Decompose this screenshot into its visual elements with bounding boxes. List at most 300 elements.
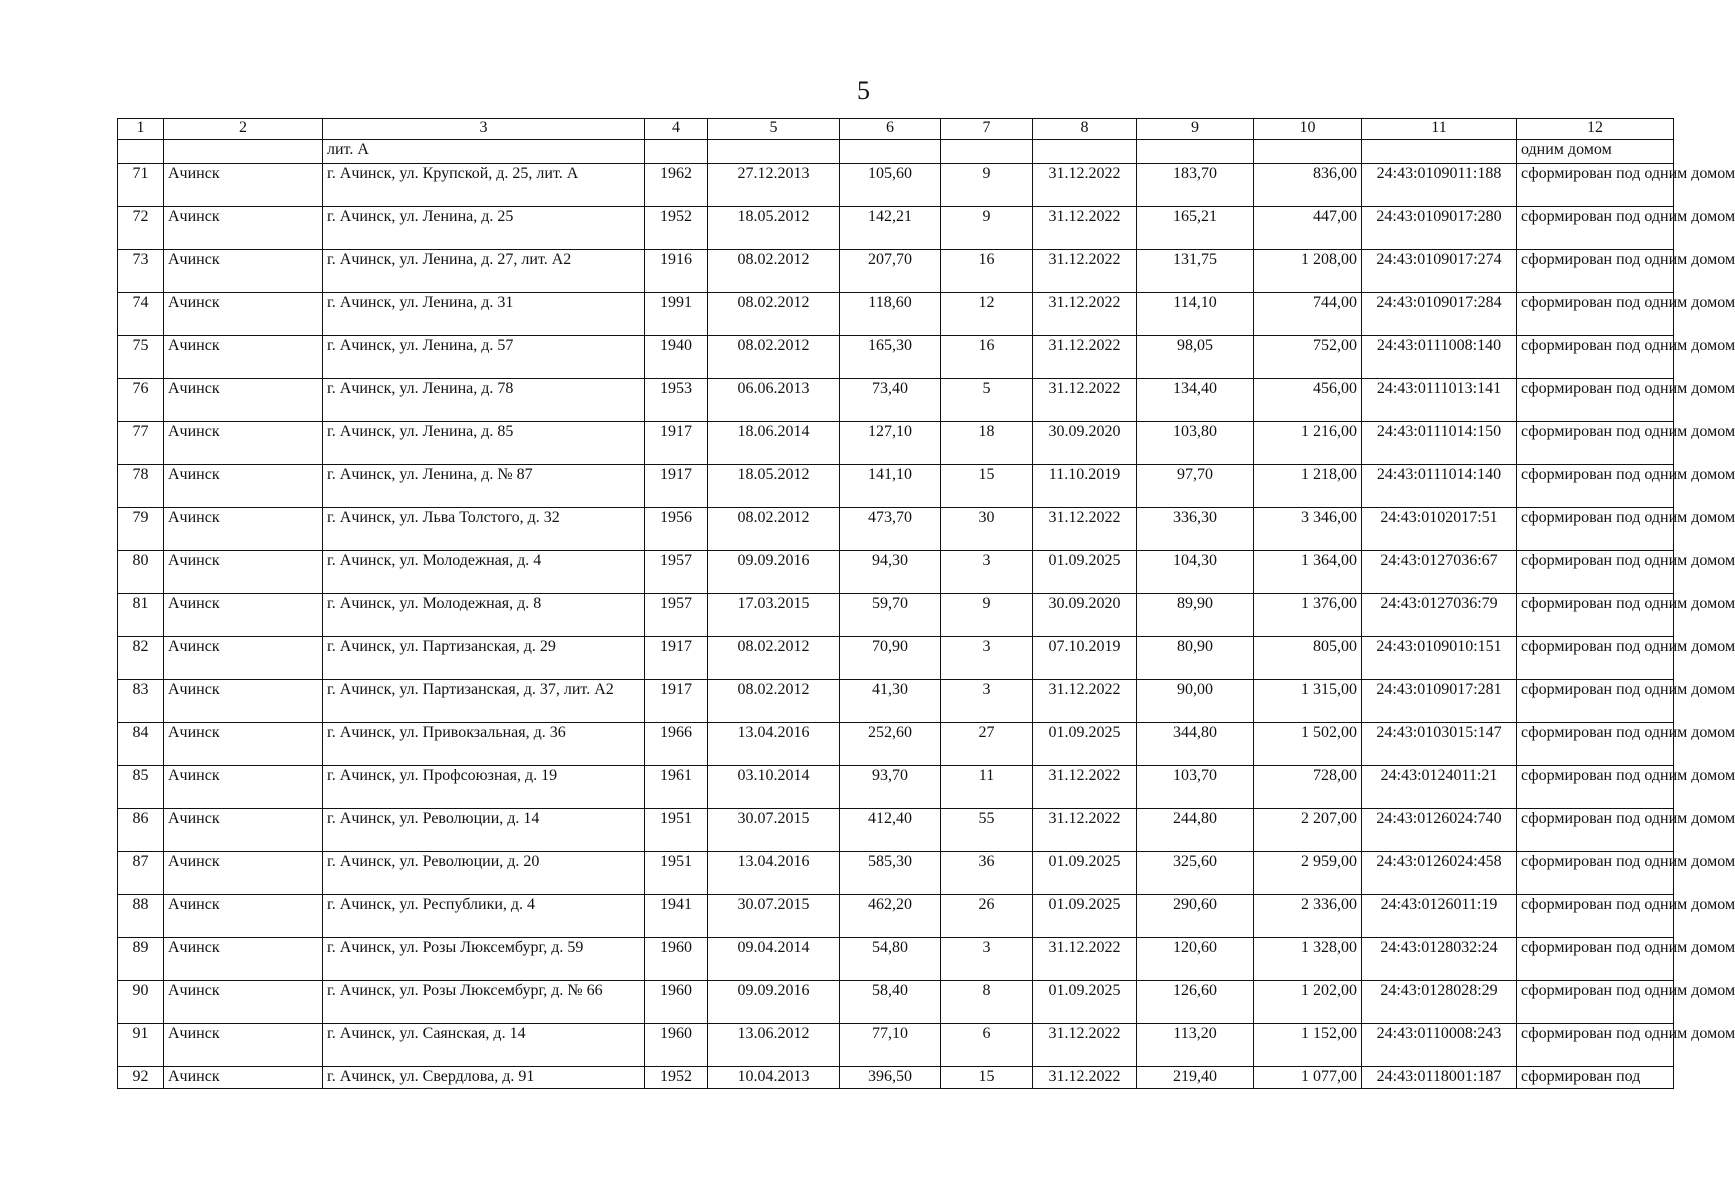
land-area-cell: 1 376,00	[1254, 594, 1362, 637]
table-body	[118, 119, 1735, 1089]
row-number-cell: 84	[118, 723, 164, 766]
land-area-cell: 1 502,00	[1254, 723, 1362, 766]
status-cell: сформирован под одним домом	[1517, 336, 1674, 379]
area-cell: 73,40	[840, 379, 941, 422]
city-cell: Ачинск	[164, 723, 323, 766]
status-cell: сформирован под одним домом	[1517, 1024, 1674, 1067]
cadastral-number-cell: 24:43:0109017:281	[1362, 680, 1517, 723]
year-built-cell: 1960	[645, 981, 708, 1024]
cadastral-number-cell: 24:43:0127036:67	[1362, 551, 1517, 594]
living-area-cell: 103,70	[1137, 766, 1254, 809]
resettlement-date-cell: 31.12.2022	[1033, 680, 1137, 723]
residents-cell: 11	[941, 766, 1033, 809]
address-cell: г. Ачинск, ул. Республики, д. 4	[323, 895, 645, 938]
row-number-cell: 76	[118, 379, 164, 422]
recognition-date-cell: 30.07.2015	[708, 895, 840, 938]
address-cell: г. Ачинск, ул. Профсоюзная, д. 19	[323, 766, 645, 809]
residents-cell: 18	[941, 422, 1033, 465]
residents-cell: 3	[941, 637, 1033, 680]
living-area-cell: 134,40	[1137, 379, 1254, 422]
area-cell: 165,30	[840, 336, 941, 379]
address-cell: г. Ачинск, ул. Ленина, д. 85	[323, 422, 645, 465]
residents-cell: 6	[941, 1024, 1033, 1067]
address-cell: г. Ачинск, ул. Партизанская, д. 37, лит. А2	[323, 680, 645, 723]
resettlement-date-cell: 30.09.2020	[1033, 422, 1137, 465]
row-number-cell: 79	[118, 508, 164, 551]
land-area-cell: 1 218,00	[1254, 465, 1362, 508]
year-built-cell: 1951	[645, 809, 708, 852]
table-row	[118, 250, 1674, 293]
city-cell: Ачинск	[164, 852, 323, 895]
cadastral-number-cell: 24:43:0126024:458	[1362, 852, 1517, 895]
empty-cell	[1254, 140, 1362, 164]
living-area-cell: 290,60	[1137, 895, 1254, 938]
year-built-cell: 1952	[645, 207, 708, 250]
table-row	[118, 1024, 1674, 1067]
resettlement-date-cell: 31.12.2022	[1033, 207, 1137, 250]
year-built-cell: 1941	[645, 895, 708, 938]
status-cell: сформирован под одним домом	[1517, 766, 1674, 809]
table-row	[118, 465, 1674, 508]
city-cell: Ачинск	[164, 379, 323, 422]
status-cell: сформирован под одним домом	[1517, 293, 1674, 336]
cadastral-number-cell: 24:43:0103015:147	[1362, 723, 1517, 766]
year-built-cell: 1966	[645, 723, 708, 766]
status-cell: сформирован под одним домом	[1517, 207, 1674, 250]
resettlement-date-cell: 31.12.2022	[1033, 164, 1137, 207]
empty-cell	[1033, 140, 1137, 164]
area-cell: 41,30	[840, 680, 941, 723]
resettlement-date-cell: 31.12.2022	[1033, 336, 1137, 379]
cadastral-number-cell: 24:43:0111013:141	[1362, 379, 1517, 422]
land-area-cell: 1 208,00	[1254, 250, 1362, 293]
resettlement-date-cell: 31.12.2022	[1033, 1024, 1137, 1067]
cadastral-number-cell: 24:43:0109017:274	[1362, 250, 1517, 293]
land-area-cell: 1 328,00	[1254, 938, 1362, 981]
table-row	[118, 680, 1674, 723]
status-cell: сформирован под одним домом	[1517, 723, 1674, 766]
table-row	[118, 809, 1674, 852]
status-cell: сформирован под одним домом	[1517, 938, 1674, 981]
land-area-cell: 836,00	[1254, 164, 1362, 207]
recognition-date-cell: 08.02.2012	[708, 336, 840, 379]
cadastral-number-cell: 24:43:0128032:24	[1362, 938, 1517, 981]
city-cell: Ачинск	[164, 637, 323, 680]
living-area-cell: 219,40	[1137, 1067, 1254, 1089]
column-header: 6	[840, 119, 941, 140]
land-area-cell: 728,00	[1254, 766, 1362, 809]
living-area-cell: 325,60	[1137, 852, 1254, 895]
recognition-date-cell: 17.03.2015	[708, 594, 840, 637]
address-cell: г. Ачинск, ул. Революции, д. 20	[323, 852, 645, 895]
table-row	[118, 723, 1674, 766]
residents-cell: 9	[941, 164, 1033, 207]
status-cell: сформирован под одним домом	[1517, 465, 1674, 508]
table-row	[118, 895, 1674, 938]
area-cell: 141,10	[840, 465, 941, 508]
table-row	[118, 293, 1674, 336]
cadastral-number-cell: 24:43:0126024:740	[1362, 809, 1517, 852]
column-header: 12	[1517, 119, 1674, 140]
living-area-cell: 131,75	[1137, 250, 1254, 293]
row-number-cell: 92	[118, 1067, 164, 1089]
land-area-cell: 456,00	[1254, 379, 1362, 422]
status-cell: сформирован под одним домом	[1517, 852, 1674, 895]
table-row	[118, 637, 1674, 680]
resettlement-date-cell: 31.12.2022	[1033, 1067, 1137, 1089]
land-area-cell: 2 336,00	[1254, 895, 1362, 938]
table-row	[118, 207, 1674, 250]
year-built-cell: 1957	[645, 594, 708, 637]
status-cell: сформирован под одним домом	[1517, 551, 1674, 594]
city-cell: Ачинск	[164, 250, 323, 293]
recognition-date-cell: 09.04.2014	[708, 938, 840, 981]
address-cell: г. Ачинск, ул. Розы Люксембург, д. 59	[323, 938, 645, 981]
recognition-date-cell: 08.02.2012	[708, 250, 840, 293]
city-cell: Ачинск	[164, 336, 323, 379]
empty-cell	[645, 140, 708, 164]
cadastral-number-cell: 24:43:0109010:151	[1362, 637, 1517, 680]
land-area-cell: 447,00	[1254, 207, 1362, 250]
area-cell: 94,30	[840, 551, 941, 594]
address-cell: г. Ачинск, ул. Ленина, д. № 87	[323, 465, 645, 508]
table-row	[118, 938, 1674, 981]
cadastral-number-cell: 24:43:0109011:188	[1362, 164, 1517, 207]
table-row	[118, 164, 1674, 207]
address-cell: г. Ачинск, ул. Ленина, д. 27, лит. А2	[323, 250, 645, 293]
living-area-cell: 103,80	[1137, 422, 1254, 465]
living-area-cell: 98,05	[1137, 336, 1254, 379]
land-area-cell: 1 364,00	[1254, 551, 1362, 594]
land-area-cell: 744,00	[1254, 293, 1362, 336]
column-header: 11	[1362, 119, 1517, 140]
year-built-cell: 1917	[645, 680, 708, 723]
residents-cell: 36	[941, 852, 1033, 895]
living-area-cell: 120,60	[1137, 938, 1254, 981]
address-cell: г. Ачинск, ул. Привокзальная, д. 36	[323, 723, 645, 766]
recognition-date-cell: 18.05.2012	[708, 207, 840, 250]
area-cell: 105,60	[840, 164, 941, 207]
status-cell: одним домом	[1517, 140, 1674, 164]
row-number-cell: 78	[118, 465, 164, 508]
city-cell: Ачинск	[164, 766, 323, 809]
address-cell: г. Ачинск, ул. Партизанская, д. 29	[323, 637, 645, 680]
row-number-cell: 89	[118, 938, 164, 981]
area-cell: 252,60	[840, 723, 941, 766]
row-number-cell: 82	[118, 637, 164, 680]
year-built-cell: 1917	[645, 637, 708, 680]
year-built-cell: 1917	[645, 422, 708, 465]
living-area-cell: 344,80	[1137, 723, 1254, 766]
resettlement-date-cell: 31.12.2022	[1033, 766, 1137, 809]
city-cell: Ачинск	[164, 164, 323, 207]
column-header: 8	[1033, 119, 1137, 140]
status-cell: сформирован под одним домом	[1517, 981, 1674, 1024]
living-area-cell: 126,60	[1137, 981, 1254, 1024]
resettlement-date-cell: 31.12.2022	[1033, 508, 1137, 551]
row-number-cell: 86	[118, 809, 164, 852]
table-row	[118, 852, 1674, 895]
land-area-cell: 1 152,00	[1254, 1024, 1362, 1067]
land-area-cell: 3 346,00	[1254, 508, 1362, 551]
year-built-cell: 1951	[645, 852, 708, 895]
cadastral-number-cell: 24:43:0127036:79	[1362, 594, 1517, 637]
recognition-date-cell: 13.06.2012	[708, 1024, 840, 1067]
resettlement-date-cell: 31.12.2022	[1033, 809, 1137, 852]
empty-cell	[941, 140, 1033, 164]
address-cell: г. Ачинск, ул. Ленина, д. 57	[323, 336, 645, 379]
residents-cell: 12	[941, 293, 1033, 336]
continuation-row	[118, 140, 1674, 164]
recognition-date-cell: 10.04.2013	[708, 1067, 840, 1089]
recognition-date-cell: 30.07.2015	[708, 809, 840, 852]
empty-cell	[708, 140, 840, 164]
living-area-cell: 183,70	[1137, 164, 1254, 207]
residents-cell: 30	[941, 508, 1033, 551]
resettlement-date-cell: 31.12.2022	[1033, 379, 1137, 422]
header-row	[118, 119, 1674, 140]
address-cell: лит. А	[323, 140, 645, 164]
residents-cell: 55	[941, 809, 1033, 852]
empty-cell	[840, 140, 941, 164]
status-cell: сформирован под одним домом	[1517, 637, 1674, 680]
address-cell: г. Ачинск, ул. Ленина, д. 31	[323, 293, 645, 336]
city-cell: Ачинск	[164, 1067, 323, 1089]
empty-cell	[1362, 140, 1517, 164]
year-built-cell: 1960	[645, 938, 708, 981]
row-number-cell: 85	[118, 766, 164, 809]
recognition-date-cell: 06.06.2013	[708, 379, 840, 422]
address-cell: г. Ачинск, ул. Льва Толстого, д. 32	[323, 508, 645, 551]
cadastral-number-cell: 24:43:0111014:140	[1362, 465, 1517, 508]
city-cell: Ачинск	[164, 981, 323, 1024]
living-area-cell: 113,20	[1137, 1024, 1254, 1067]
resettlement-date-cell: 01.09.2025	[1033, 895, 1137, 938]
city-cell: Ачинск	[164, 293, 323, 336]
resettlement-date-cell: 01.09.2025	[1033, 981, 1137, 1024]
area-cell: 70,90	[840, 637, 941, 680]
land-area-cell: 2 207,00	[1254, 809, 1362, 852]
row-number-cell: 72	[118, 207, 164, 250]
status-cell: сформирован под одним домом	[1517, 594, 1674, 637]
table-row	[118, 508, 1674, 551]
address-cell: г. Ачинск, ул. Молодежная, д. 4	[323, 551, 645, 594]
recognition-date-cell: 18.06.2014	[708, 422, 840, 465]
residents-cell: 9	[941, 594, 1033, 637]
residents-cell: 8	[941, 981, 1033, 1024]
row-number-cell: 77	[118, 422, 164, 465]
city-cell: Ачинск	[164, 508, 323, 551]
cadastral-number-cell: 24:43:0110008:243	[1362, 1024, 1517, 1067]
year-built-cell: 1952	[645, 1067, 708, 1089]
recognition-date-cell: 13.04.2016	[708, 723, 840, 766]
area-cell: 59,70	[840, 594, 941, 637]
cadastral-number-cell: 24:43:0102017:51	[1362, 508, 1517, 551]
recognition-date-cell: 27.12.2013	[708, 164, 840, 207]
status-cell: сформирован под одним домом	[1517, 250, 1674, 293]
recognition-date-cell: 13.04.2016	[708, 852, 840, 895]
column-header: 3	[323, 119, 645, 140]
row-number-cell: 87	[118, 852, 164, 895]
status-cell: сформирован под одним домом	[1517, 508, 1674, 551]
address-cell: г. Ачинск, ул. Ленина, д. 25	[323, 207, 645, 250]
area-cell: 93,70	[840, 766, 941, 809]
land-area-cell: 1 315,00	[1254, 680, 1362, 723]
status-cell: сформирован под одним домом	[1517, 422, 1674, 465]
living-area-cell: 336,30	[1137, 508, 1254, 551]
status-cell: сформирован под одним домом	[1517, 379, 1674, 422]
recognition-date-cell: 08.02.2012	[708, 680, 840, 723]
table-row	[118, 1067, 1674, 1089]
table-row	[118, 766, 1674, 809]
area-cell: 118,60	[840, 293, 941, 336]
row-number-cell: 88	[118, 895, 164, 938]
area-cell: 77,10	[840, 1024, 941, 1067]
area-cell: 127,10	[840, 422, 941, 465]
resettlement-date-cell: 30.09.2020	[1033, 594, 1137, 637]
year-built-cell: 1960	[645, 1024, 708, 1067]
year-built-cell: 1916	[645, 250, 708, 293]
resettlement-date-cell: 31.12.2022	[1033, 938, 1137, 981]
row-number-cell: 91	[118, 1024, 164, 1067]
living-area-cell: 97,70	[1137, 465, 1254, 508]
column-header: 10	[1254, 119, 1362, 140]
land-area-cell: 1 077,00	[1254, 1067, 1362, 1089]
resettlement-date-cell: 31.12.2022	[1033, 293, 1137, 336]
residents-cell: 16	[941, 336, 1033, 379]
area-cell: 207,70	[840, 250, 941, 293]
cadastral-number-cell: 24:43:0124011:21	[1362, 766, 1517, 809]
cadastral-number-cell: 24:43:0128028:29	[1362, 981, 1517, 1024]
address-cell: г. Ачинск, ул. Саянская, д. 14	[323, 1024, 645, 1067]
city-cell: Ачинск	[164, 594, 323, 637]
year-built-cell: 1956	[645, 508, 708, 551]
status-cell: сформирован под одним домом	[1517, 895, 1674, 938]
area-cell: 473,70	[840, 508, 941, 551]
row-number-cell: 90	[118, 981, 164, 1024]
table-row	[118, 422, 1674, 465]
row-number-cell: 71	[118, 164, 164, 207]
address-cell: г. Ачинск, ул. Молодежная, д. 8	[323, 594, 645, 637]
city-cell: Ачинск	[164, 465, 323, 508]
area-cell: 396,50	[840, 1067, 941, 1089]
year-built-cell: 1962	[645, 164, 708, 207]
living-area-cell: 104,30	[1137, 551, 1254, 594]
recognition-date-cell: 09.09.2016	[708, 551, 840, 594]
empty-cell	[118, 140, 164, 164]
cadastral-number-cell: 24:43:0111014:150	[1362, 422, 1517, 465]
living-area-cell: 114,10	[1137, 293, 1254, 336]
city-cell: Ачинск	[164, 809, 323, 852]
resettlement-date-cell: 07.10.2019	[1033, 637, 1137, 680]
city-cell: Ачинск	[164, 938, 323, 981]
column-header: 5	[708, 119, 840, 140]
status-cell: сформирован под одним домом	[1517, 809, 1674, 852]
page-number: 5	[857, 76, 870, 105]
residents-cell: 9	[941, 207, 1033, 250]
living-area-cell: 165,21	[1137, 207, 1254, 250]
area-cell: 462,20	[840, 895, 941, 938]
cadastral-number-cell: 24:43:0109017:280	[1362, 207, 1517, 250]
table-row	[118, 379, 1674, 422]
residents-cell: 26	[941, 895, 1033, 938]
residents-cell: 15	[941, 465, 1033, 508]
recognition-date-cell: 03.10.2014	[708, 766, 840, 809]
land-area-cell: 752,00	[1254, 336, 1362, 379]
city-cell: Ачинск	[164, 551, 323, 594]
empty-cell	[164, 140, 323, 164]
residents-cell: 16	[941, 250, 1033, 293]
resettlement-date-cell: 01.09.2025	[1033, 852, 1137, 895]
living-area-cell: 90,00	[1137, 680, 1254, 723]
land-area-cell: 2 959,00	[1254, 852, 1362, 895]
address-cell: г. Ачинск, ул. Розы Люксембург, д. № 66	[323, 981, 645, 1024]
column-header: 4	[645, 119, 708, 140]
area-cell: 412,40	[840, 809, 941, 852]
row-number-cell: 75	[118, 336, 164, 379]
year-built-cell: 1917	[645, 465, 708, 508]
resettlement-date-cell: 11.10.2019	[1033, 465, 1137, 508]
housing-registry-table	[117, 118, 1735, 1089]
city-cell: Ачинск	[164, 422, 323, 465]
row-number-cell: 74	[118, 293, 164, 336]
city-cell: Ачинск	[164, 1024, 323, 1067]
year-built-cell: 1991	[645, 293, 708, 336]
recognition-date-cell: 08.02.2012	[708, 637, 840, 680]
living-area-cell: 89,90	[1137, 594, 1254, 637]
land-area-cell: 1 202,00	[1254, 981, 1362, 1024]
column-header: 2	[164, 119, 323, 140]
empty-cell	[1137, 140, 1254, 164]
year-built-cell: 1940	[645, 336, 708, 379]
row-number-cell: 81	[118, 594, 164, 637]
area-cell: 585,30	[840, 852, 941, 895]
residents-cell: 15	[941, 1067, 1033, 1089]
table-row	[118, 336, 1674, 379]
resettlement-date-cell: 31.12.2022	[1033, 250, 1137, 293]
recognition-date-cell: 18.05.2012	[708, 465, 840, 508]
year-built-cell: 1961	[645, 766, 708, 809]
column-header: 1	[118, 119, 164, 140]
living-area-cell: 80,90	[1137, 637, 1254, 680]
living-area-cell: 244,80	[1137, 809, 1254, 852]
table-row	[118, 551, 1674, 594]
cadastral-number-cell: 24:43:0109017:284	[1362, 293, 1517, 336]
land-area-cell: 805,00	[1254, 637, 1362, 680]
status-cell: сформирован под одним домом	[1517, 164, 1674, 207]
recognition-date-cell: 08.02.2012	[708, 293, 840, 336]
status-cell: сформирован под	[1517, 1067, 1674, 1089]
year-built-cell: 1953	[645, 379, 708, 422]
address-cell: г. Ачинск, ул. Свердлова, д. 91	[323, 1067, 645, 1089]
residents-cell: 3	[941, 551, 1033, 594]
area-cell: 142,21	[840, 207, 941, 250]
residents-cell: 27	[941, 723, 1033, 766]
row-number-cell: 83	[118, 680, 164, 723]
cadastral-number-cell: 24:43:0126011:19	[1362, 895, 1517, 938]
recognition-date-cell: 09.09.2016	[708, 981, 840, 1024]
recognition-date-cell: 08.02.2012	[708, 508, 840, 551]
row-number-cell: 80	[118, 551, 164, 594]
city-cell: Ачинск	[164, 207, 323, 250]
address-cell: г. Ачинск, ул. Революции, д. 14	[323, 809, 645, 852]
column-header: 9	[1137, 119, 1254, 140]
area-cell: 54,80	[840, 938, 941, 981]
residents-cell: 3	[941, 938, 1033, 981]
resettlement-date-cell: 01.09.2025	[1033, 551, 1137, 594]
cadastral-number-cell: 24:43:0111008:140	[1362, 336, 1517, 379]
address-cell: г. Ачинск, ул. Ленина, д. 78	[323, 379, 645, 422]
